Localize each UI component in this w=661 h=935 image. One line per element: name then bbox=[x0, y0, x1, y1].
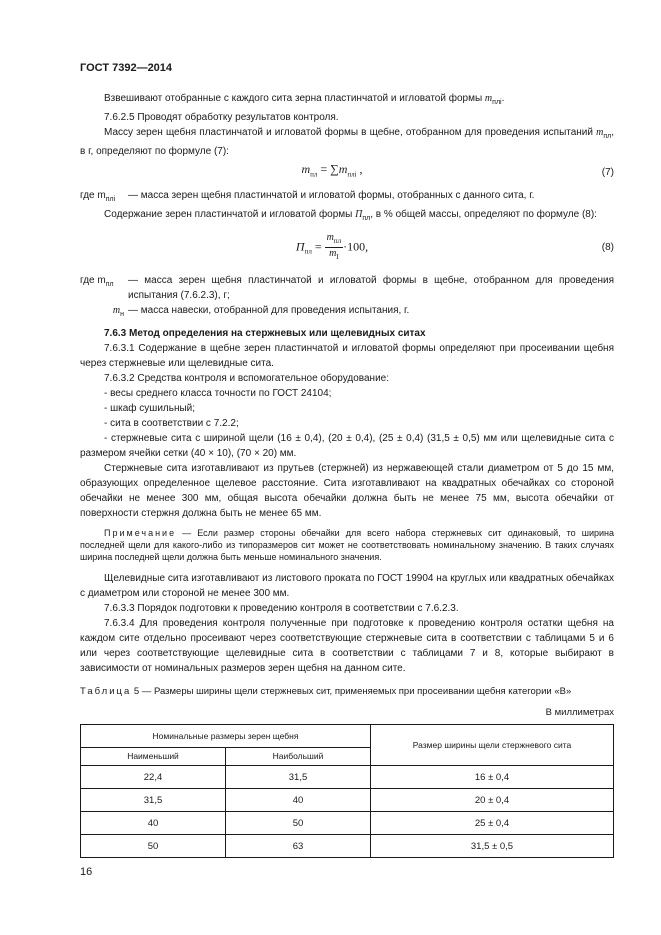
fraction bbox=[325, 232, 343, 263]
cell-min: 50 bbox=[81, 835, 226, 858]
subscript: пл bbox=[333, 237, 342, 246]
cell-width: 31,5 ± 0,5 bbox=[371, 835, 614, 858]
header-nominal-sizes: Номинальные размеры зерен щебня bbox=[81, 725, 371, 748]
text: где m bbox=[80, 275, 106, 287]
cell-max: 40 bbox=[226, 789, 371, 812]
symbol: П bbox=[295, 239, 305, 254]
paragraph-slot-sieves: Щелевидные сита изготавливают из листового проката по ГОСТ 19904 на круглых или квадратных обечайках с диаметром или стороной не менее 300 мм. bbox=[80, 573, 614, 600]
paragraph-7-6-3-3: 7.6.3.3 Порядок подготовки к проведению контроля в соответствии с 7.6.2.3. bbox=[104, 603, 459, 615]
paragraph-rod-sieves: Стержневые сита изготавливают из прутьев (стержней) из нержавеющей стали диаметром от 5 до 15 мм, образующих определенное щелевое расстояние. Сита изготавливают на квадратных обечайках со стороной обечайки не менее 300 мм, общая высота обечайки должна быть не менее 75 мм, высота обечайки от поверхности стержня должна быть не менее 65 мм. bbox=[80, 463, 614, 520]
paragraph-7-6-3-2: 7.6.3.2 Средства контроля и вспомогательное оборудование: bbox=[104, 373, 390, 385]
text: Взвешивают отобранные с каждого сита зерна пластинчатой и игловатой формы bbox=[104, 93, 485, 104]
text: = bbox=[311, 239, 325, 254]
symbol: m bbox=[329, 248, 337, 260]
header-slot-width: Размер ширины щели стержневого сита bbox=[371, 725, 614, 766]
table-header-row bbox=[81, 725, 614, 748]
symbol: m bbox=[301, 162, 311, 176]
cell-min: 40 bbox=[81, 812, 226, 835]
where-m-pli bbox=[80, 188, 614, 207]
where-m-pl bbox=[80, 273, 614, 303]
subscript: плi bbox=[347, 170, 357, 179]
subscript: пл bbox=[105, 281, 114, 289]
formula-8-number: (8) bbox=[601, 242, 614, 254]
subscript: I bbox=[336, 253, 339, 262]
text: Массу зерен щебня пластинчатой и игловатой формы в щебне, отобранном для проведения испытаний bbox=[104, 127, 597, 138]
header-min: Наименьший bbox=[81, 748, 226, 766]
cell-max: 63 bbox=[226, 835, 371, 858]
fraction-numerator bbox=[325, 232, 343, 248]
where-text: — масса зерен щебня пластинчатой и игловатой формы, отобранных с данного сита, г. bbox=[128, 190, 535, 202]
formula-8-body bbox=[80, 232, 584, 263]
cell-width: 16 ± 0,4 bbox=[371, 766, 614, 789]
symbol: m bbox=[112, 305, 121, 317]
list-item: - шкаф сушильный; bbox=[104, 403, 196, 415]
subscript: пл bbox=[310, 170, 318, 179]
where-text: — масса навески, отобранной для проведения испытания, г. bbox=[128, 305, 410, 317]
formula-8 bbox=[80, 232, 614, 263]
paragraph-7-6-3-4: 7.6.3.4 Для проведения контроля полученные при подготовке к проведению контроля остатки щебня на каждом сите отдельно просеивают через соответствующие стержневые сита в соответствии с таблицами 5 и 6 или через соответствующие щелевидные сита в соответствии с таблицами 7 и 8, которые выбирают в зависимости от номинальных размеров зерен щебня на данном сите. bbox=[80, 618, 614, 675]
text: , в г, определяют по формуле (7): bbox=[80, 127, 614, 157]
table-row bbox=[81, 766, 614, 789]
paragraph-weigh bbox=[80, 91, 614, 110]
section-heading-7-6-3: 7.6.3 Метод определения на стержневых или щелевидных ситах bbox=[104, 328, 426, 340]
formula-7-body bbox=[80, 162, 584, 182]
document-header: ГОСТ 7392—2014 bbox=[80, 62, 173, 74]
cell-max: 31,5 bbox=[226, 766, 371, 789]
table-5 bbox=[80, 724, 614, 858]
cell-min: 31,5 bbox=[81, 789, 226, 812]
text: ·100, bbox=[343, 239, 369, 254]
formula-7-number: (7) bbox=[601, 166, 614, 178]
cell-min: 22,4 bbox=[81, 766, 226, 789]
table-caption bbox=[80, 684, 614, 699]
table-caption-label: Таблица bbox=[80, 686, 132, 698]
where-symbol bbox=[80, 303, 128, 322]
cell-max: 50 bbox=[226, 812, 371, 835]
page-content bbox=[80, 91, 614, 858]
subscript: пл bbox=[304, 248, 312, 257]
list-item: - весы среднего класса точности по ГОСТ 24104; bbox=[104, 388, 332, 400]
note bbox=[80, 527, 614, 563]
text: , bbox=[356, 162, 363, 176]
symbol: m bbox=[338, 162, 348, 176]
sum-operator: = ∑ bbox=[317, 162, 339, 176]
table-row bbox=[81, 812, 614, 835]
paragraph-mass bbox=[80, 125, 614, 159]
table-row bbox=[81, 789, 614, 812]
text: где m bbox=[80, 190, 106, 202]
where-symbol bbox=[80, 273, 128, 303]
cell-width: 20 ± 0,4 bbox=[371, 789, 614, 812]
text: , в % общей массы, определяют по формуле (8): bbox=[370, 209, 597, 221]
paragraph-7-6-2-5: 7.6.2.5 Проводят обработку результатов контроля. bbox=[104, 112, 339, 123]
list-item: - сита в соответствии с 7.2.2; bbox=[104, 418, 239, 430]
subscript: н bbox=[120, 311, 124, 319]
symbol: m bbox=[596, 127, 604, 138]
symbol: m bbox=[326, 232, 334, 244]
where-symbol bbox=[80, 188, 128, 207]
subscript: плi bbox=[105, 196, 116, 204]
table-caption-text: 5 — Размеры ширины щели стержневых сит, применяемых при просеивании щебня категории «В» bbox=[131, 686, 572, 698]
note-label: Примечание bbox=[104, 528, 177, 539]
text: . bbox=[501, 93, 505, 104]
subscript: плi bbox=[492, 99, 502, 106]
cell-width: 25 ± 0,4 bbox=[371, 812, 614, 835]
symbol: П bbox=[355, 209, 363, 221]
paragraph-7-6-3-1: 7.6.3.1 Содержание в щебне зерен пластинчатой и игловатой формы определяют при просеивании щебня через стержневые или щелевидные сита. bbox=[80, 343, 614, 370]
subscript: пл bbox=[603, 133, 612, 140]
list-item: - стержневые сита с шириной щели (16 ± 0,4), (20 ± 0,4), (25 ± 0,4) (31,5 ± 0,5) мм или щелевидные сита с размером ячейки сетки (40 × 10), (70 × 20) мм. bbox=[80, 433, 614, 460]
header-max: Наибольший bbox=[226, 748, 371, 766]
table-row bbox=[81, 835, 614, 858]
formula-7 bbox=[80, 162, 614, 182]
symbol: m bbox=[484, 93, 493, 104]
table-units: В миллиметрах bbox=[545, 707, 614, 719]
where-text: — масса зерен щебня пластинчатой и игловатой формы в щебне, отобранном для проведения испытания (7.6.2.3), г; bbox=[128, 275, 614, 302]
where-m-n bbox=[80, 303, 614, 322]
subscript: пл bbox=[362, 215, 371, 223]
note-text: — Если размер стороны обечайки для всего набора стержневых сит одинаковый, то ширина последней щели для какого-либо из типоразмеров сит может не соответствовать номинальному значению. В таких случаях ширина последней щели должна быть меньше номинального значения. bbox=[80, 528, 614, 563]
text: Содержание зерен пластинчатой и игловатой формы bbox=[104, 209, 356, 221]
paragraph-content bbox=[80, 207, 614, 226]
fraction-denominator bbox=[329, 248, 339, 263]
page-number: 16 bbox=[80, 866, 93, 878]
